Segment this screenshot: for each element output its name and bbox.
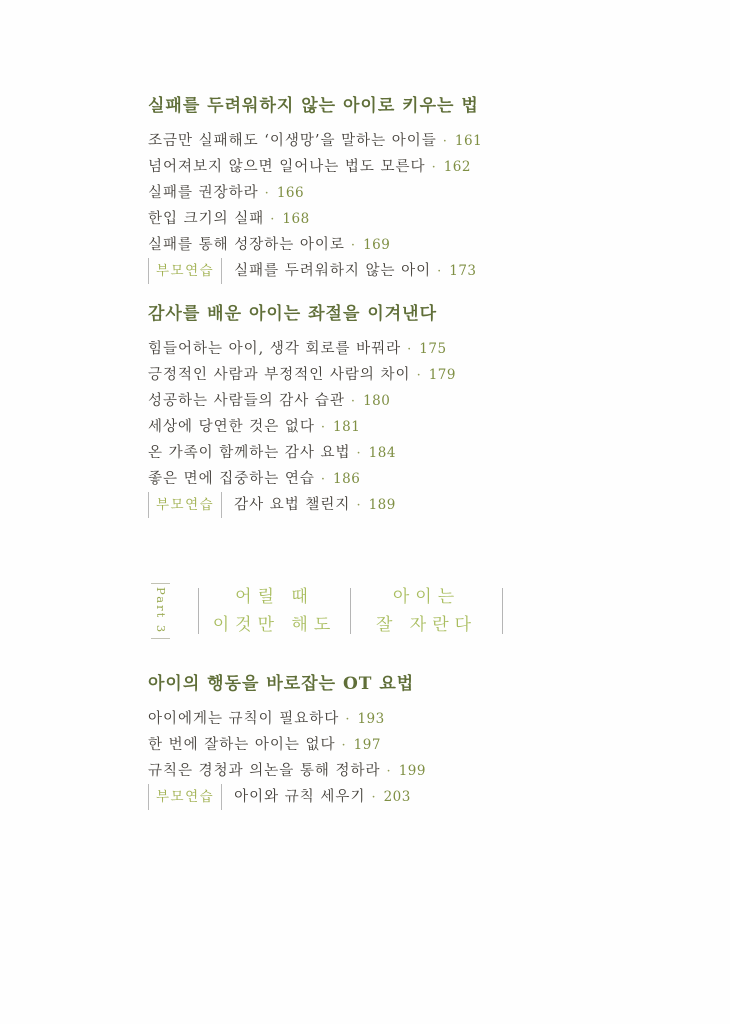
- part-title-line: 아이는: [392, 587, 461, 607]
- toc-item-title: 한 번에 잘하는 아이는 없다: [148, 737, 336, 753]
- bullet-separator: ·: [407, 342, 413, 357]
- part-divider-banner: [148, 582, 670, 640]
- toc-item-title: 온 가족이 함께하는 감사 요법: [148, 445, 351, 461]
- toc-page-number: 162: [443, 159, 471, 175]
- bullet-separator: ·: [442, 134, 448, 149]
- part-title-group: [351, 583, 502, 639]
- toc-item: [148, 466, 670, 492]
- toc-section-gratitude: [148, 303, 670, 518]
- toc-page-number: 203: [383, 789, 411, 805]
- toc-item: [148, 414, 670, 440]
- bullet-separator: ·: [350, 238, 357, 253]
- toc-page-number: 175: [419, 341, 447, 357]
- bullet-separator: ·: [350, 394, 357, 409]
- bullet-separator: ·: [320, 420, 327, 435]
- part-rule-top: [151, 583, 170, 584]
- toc-item: [148, 362, 670, 388]
- toc-item: [148, 154, 670, 180]
- toc-item: [148, 180, 670, 206]
- section-title: 실패를 두려워하지 않는 아이로 키우는 법: [148, 96, 479, 116]
- toc-item-title: 규칙은 경청과 의논을 통해 정하라: [148, 763, 381, 779]
- bullet-separator: ·: [270, 212, 276, 227]
- bullet-separator: ·: [371, 790, 377, 805]
- toc-page-number: 168: [282, 211, 310, 227]
- section-title: 감사를 배운 아이는 좌절을 이겨낸다: [148, 304, 438, 324]
- bullet-separator: ·: [437, 264, 443, 279]
- part-number-column: [148, 583, 172, 639]
- toc-item: [148, 336, 670, 362]
- toc-item-title: 넘어져보지 않으면 일어나는 법도 모른다: [148, 159, 426, 175]
- bullet-separator: ·: [386, 764, 392, 779]
- toc-page-number: 186: [333, 471, 361, 487]
- toc-page-number: 166: [276, 185, 305, 201]
- divider-bar: [502, 588, 503, 634]
- toc-item-title: 실패를 통해 성장하는 아이로: [148, 237, 345, 253]
- toc-item: [148, 440, 670, 466]
- part-title-line: 이것만 해도: [212, 615, 337, 635]
- bullet-separator: ·: [320, 472, 327, 487]
- part-title-line: 어릴 때: [235, 587, 314, 607]
- toc-item-title: 감사 요법 챌린지: [234, 497, 351, 513]
- toc-item: [148, 732, 670, 758]
- toc-item-title: 아이와 규칙 세우기: [234, 789, 366, 805]
- toc-page-number: 179: [428, 367, 456, 383]
- toc-item-title: 세상에 당연한 것은 없다: [148, 419, 315, 435]
- bullet-separator: ·: [345, 712, 351, 727]
- toc-item-title: 좋은 면에 집중하는 연습: [148, 471, 315, 487]
- toc-item-parent-practice: [148, 258, 670, 284]
- practice-label: 부모연습: [148, 784, 222, 810]
- bullet-separator: ·: [416, 368, 422, 383]
- practice-label: 부모연습: [148, 258, 222, 284]
- toc-item: [148, 206, 670, 232]
- practice-label: 부모연습: [148, 492, 222, 518]
- bullet-separator: ·: [431, 160, 437, 175]
- bullet-separator: ·: [356, 498, 362, 513]
- toc-item: [148, 388, 670, 414]
- toc-page-number: 189: [368, 497, 396, 513]
- toc-item: [148, 758, 670, 784]
- toc-item-title: 실패를 두려워하지 않는 아이: [234, 263, 432, 279]
- toc-item: [148, 232, 670, 258]
- toc-page-number: 173: [449, 263, 477, 279]
- toc-item-title: 아이에게는 규칙이 필요하다: [148, 711, 340, 727]
- toc-item-title: 실패를 권장하라: [148, 185, 259, 201]
- toc-item-parent-practice: [148, 784, 670, 810]
- toc-item-title: 성공하는 사람들의 감사 습관: [148, 393, 345, 409]
- toc-page-number: 184: [368, 445, 396, 461]
- part-title-line: 잘 자란다: [375, 615, 478, 635]
- toc-item-title: 한입 크기의 실패: [148, 211, 265, 227]
- toc-page-number: 199: [398, 763, 426, 779]
- bullet-separator: ·: [341, 738, 347, 753]
- toc-page-number: 161: [454, 133, 483, 149]
- toc-page-number: 181: [333, 419, 361, 435]
- toc-section-failure: [148, 95, 670, 284]
- toc-page-number: 180: [363, 393, 391, 409]
- toc-item-parent-practice: [148, 492, 670, 518]
- toc-item-title: 조금만 실패해도 ‘이생망’을 말하는 아이들: [148, 133, 437, 149]
- part-number-label: Part 3: [153, 587, 168, 635]
- toc-item-title: 힘들어하는 아이, 생각 회로를 바꿔라: [148, 341, 402, 357]
- part-title-group: [199, 583, 350, 639]
- section-title: 아이의 행동을 바로잡는 OT 요법: [148, 674, 415, 694]
- toc-item: [148, 706, 670, 732]
- toc-page-number: 197: [353, 737, 381, 753]
- bullet-separator: ·: [264, 186, 270, 201]
- toc-page-number: 169: [363, 237, 391, 253]
- toc-section-behavior: [148, 673, 670, 810]
- bullet-separator: ·: [356, 446, 362, 461]
- toc-item: [148, 128, 670, 154]
- toc-item-title: 긍정적인 사람과 부정적인 사람의 차이: [148, 367, 411, 383]
- part-rule-bottom: [151, 638, 170, 639]
- toc-page-number: 193: [357, 711, 385, 727]
